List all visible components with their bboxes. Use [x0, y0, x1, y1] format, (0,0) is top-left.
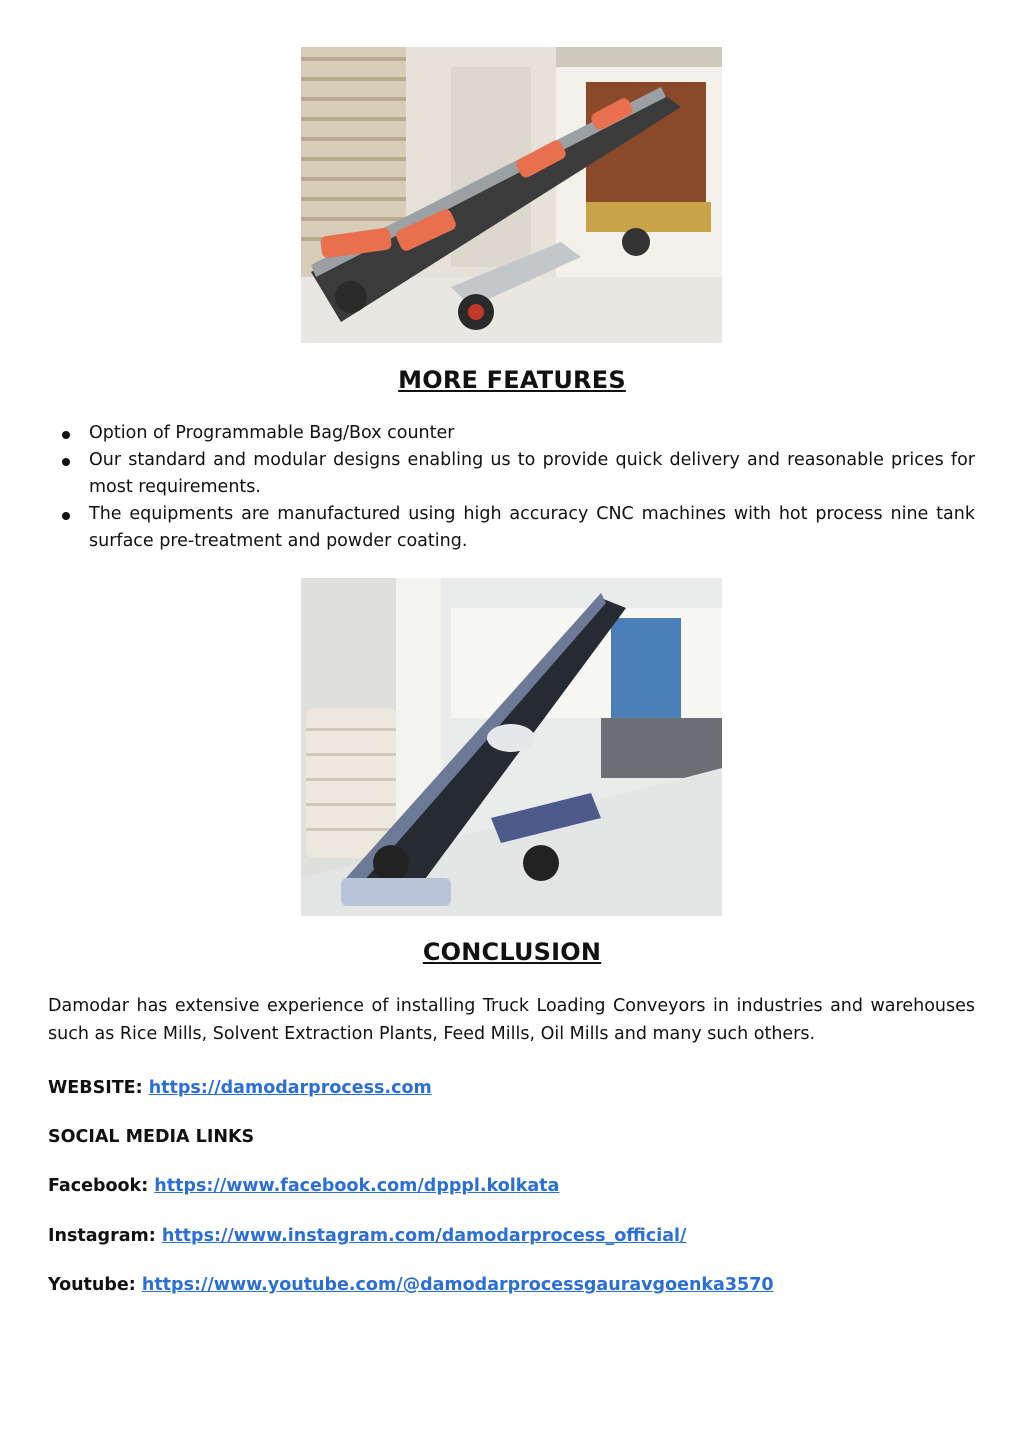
- website-label: WEBSITE:: [48, 1078, 143, 1098]
- facebook-line: [48, 1176, 559, 1196]
- features-list: [48, 420, 975, 555]
- social-media-heading: SOCIAL MEDIA LINKS: [48, 1127, 255, 1147]
- list-item: The equipments are manufactured using high accuracy CNC machines with hot process nine tank surface pre-treatment and powder coating.: [48, 501, 975, 555]
- list-item: Option of Programmable Bag/Box counter: [48, 420, 975, 447]
- youtube-link[interactable]: https://www.youtube.com/@damodarprocessgauravgoenka3570: [141, 1275, 774, 1295]
- bullet-icon: [62, 458, 70, 466]
- conclusion-paragraph: Damodar has extensive experience of installing Truck Loading Conveyors in industries and warehouses such as Rice Mills, Solvent Extraction Plants, Feed Mills, Oil Mills and many such others.: [48, 996, 975, 1044]
- youtube-label: Youtube:: [48, 1275, 136, 1295]
- conveyor-photo-truck: [301, 47, 722, 343]
- facebook-link[interactable]: https://www.facebook.com/dpppl.kolkata: [154, 1176, 560, 1196]
- list-item: Our standard and modular designs enabling us to provide quick delivery and reasonable prices for most requirements.: [48, 447, 975, 501]
- bullet-icon: [62, 431, 70, 439]
- instagram-label: Instagram:: [48, 1226, 156, 1246]
- conveyor-photo-warehouse: [301, 578, 722, 916]
- website-line: [48, 1078, 432, 1098]
- more-features-heading: MORE FEATURES: [398, 366, 626, 394]
- conclusion-heading: CONCLUSION: [422, 938, 602, 966]
- facebook-label: Facebook:: [48, 1176, 149, 1196]
- youtube-line: [48, 1275, 774, 1295]
- website-link[interactable]: https://damodarprocess.com: [148, 1078, 432, 1098]
- bullet-icon: [62, 512, 70, 520]
- instagram-link[interactable]: https://www.instagram.com/damodarprocess_official/: [161, 1226, 687, 1246]
- instagram-line: [48, 1226, 686, 1246]
